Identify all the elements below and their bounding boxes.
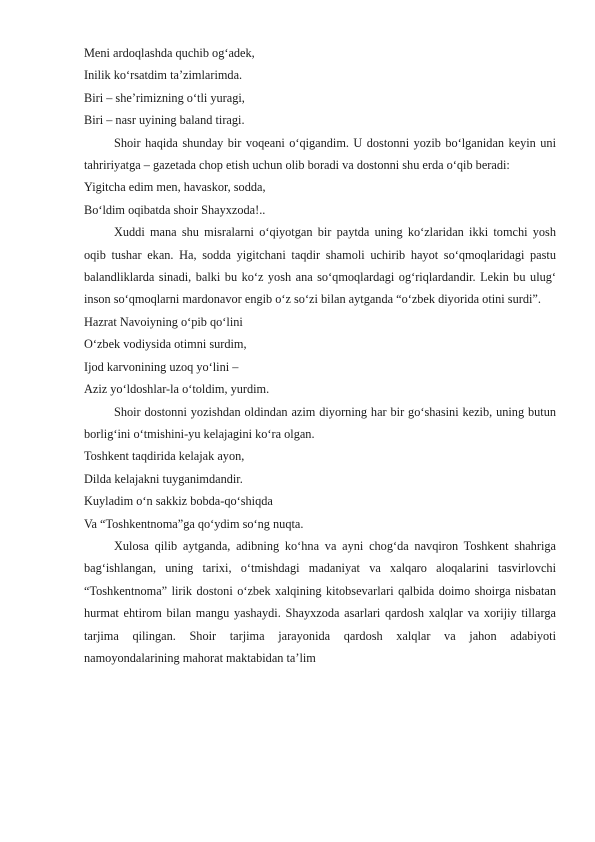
body-paragraph: Shoir haqida shunday bir voqeani o‘qigandim. U dostonni yozib bo‘lganidan keyin uni tahririyatga – gazetada chop etish uchun olib boradi va dostonni shu erda o‘qib beradi: xyxy=(84,135,556,173)
body-paragraph: Xuddi mana shu misralarni o‘qiyotgan bir paytda uning ko‘zlaridan ikki tomchi yosh oqib tushar ekan. Ha, sodda yigitchani taqdir shamoli uchirib hayot so‘qmoqlaridagi pastu balandliklarda sinadi, balki bu ko‘z yosh ana so‘qmoqlardagi og‘riqlardandir. Lekin bu ulug‘ inson so‘qmoqlarni mardonavor engib o‘z so‘zi bilan aytganda “o‘zbek diyorida otini surdi”. xyxy=(84,225,556,307)
verse-line: Hazrat Navoiyning o‘pib qo‘lini xyxy=(84,314,243,329)
verse-line: Yigitcha edim men, havaskor, sodda, xyxy=(84,180,266,195)
document-page xyxy=(84,42,556,669)
verse-line: Aziz yo‘ldoshlar-la o‘toldim, yurdim. xyxy=(84,382,270,397)
verse-line: Bo‘ldim oqibatda shoir Shayxzoda!.. xyxy=(84,202,266,217)
verse-line: Kuyladim o‘n sakkiz bobda-qo‘shiqda xyxy=(84,494,273,509)
verse-line: O‘zbek vodiysida otimni surdim, xyxy=(84,337,247,352)
verse-line: Toshkent taqdirida kelajak ayon, xyxy=(84,449,245,464)
body-paragraph: Xulosa qilib aytganda, adibning ko‘hna va ayni chog‘da navqiron Toshkent shahriga bag‘ishlangan, uning tarixi, o‘tmishdagi madaniyat va xalqaro aloqalarini tasvirlovchi “Toshkentnoma” lirik dostoni o‘zbek xalqining kitobsevarlari qalbida doimo shoirga nisbatan hurmat ehtirom bilan mangu yashaydi. Shayxzoda asarlari qardosh xalqlar va xorijiy tillarga tarjima qilingan. Shoir tarjima jarayonida qardosh xalqlar va jahon adabiyoti namoyondalarining mahorat maktabidan ta’lim xyxy=(84,538,556,665)
verse-line: Dilda kelajakni tuyganimdandir. xyxy=(84,471,243,486)
body-paragraph: Shoir dostonni yozishdan oldindan azim diyorning har bir go‘shasini kezib, uning butun borlig‘ini o‘tmishini-yu kelajagini ko‘ra olgan. xyxy=(84,404,556,441)
verse-line: Ijod karvonining uzoq yo‘lini – xyxy=(84,359,239,374)
verse-line: Biri – nasr uyining baland tiragi. xyxy=(84,113,245,128)
verse-line: Inilik ko‘rsatdim ta’zimlarimda. xyxy=(84,68,243,83)
verse-line: Biri – she’rimizning o‘tli yuragi, xyxy=(84,90,245,105)
verse-line: Va “Toshkentnoma”ga qo‘ydim so‘ng nuqta. xyxy=(84,516,304,531)
verse-line: Meni ardoqlashda quchib og‘adek, xyxy=(84,46,255,60)
